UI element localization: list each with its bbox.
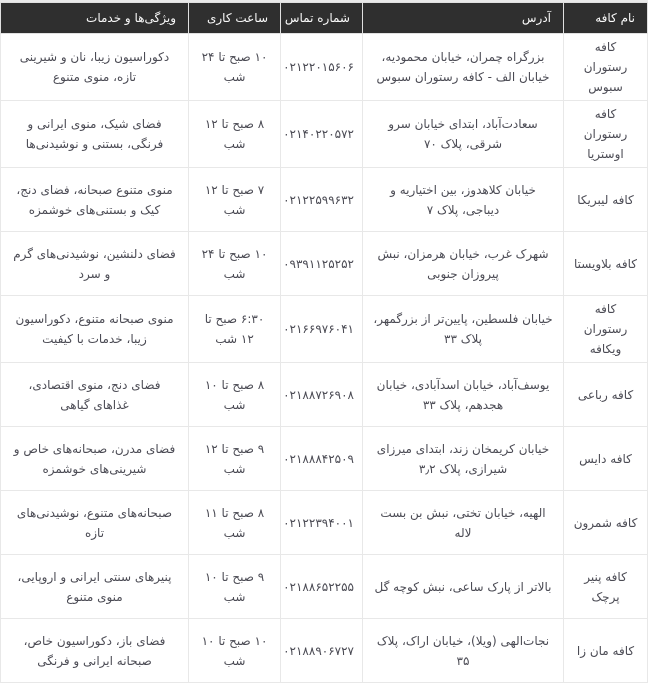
header-cell-phone: شماره تماس xyxy=(281,3,363,34)
cafe-features-cell: فضای دنج، منوی اقتصادی، غذاهای گیاهی xyxy=(1,363,189,427)
cafe-address-cell: الهیه، خیابان تختی، نبش بن بست لاله xyxy=(363,491,564,555)
cafe-name-cell: کافه لیبریکا xyxy=(564,168,648,232)
table-row xyxy=(1,101,648,168)
table-row xyxy=(1,363,648,427)
cafe-features-cell: منوی متنوع صبحانه، فضای دنج، کیک و بستنی‌های خوشمزه xyxy=(1,168,189,232)
cafe-address-cell: نجات‌الهی (ویلا)، خیابان اراک، پلاک ۳۵ xyxy=(363,619,564,683)
table-row xyxy=(1,491,648,555)
cafe-features-cell: فضای دلنشین، نوشیدنی‌های گرم و سرد xyxy=(1,232,189,296)
cafe-phone-cell: ۰۲۱۲۲۵۹۹۶۳۲ xyxy=(281,168,363,232)
cafe-phone-cell: ۰۲۱۴۰۲۲۰۵۷۲ xyxy=(281,101,363,168)
cafe-address-cell: بزرگراه چمران، خیابان محمودیه، خیابان الف - کافه رستوران سبوس xyxy=(363,34,564,101)
header-cell-address: آدرس xyxy=(363,3,564,34)
cafe-address-cell: شهرک غرب، خیابان هرمزان، نبش پیروزان جنوبی xyxy=(363,232,564,296)
cafe-name-cell: کافه شمرون xyxy=(564,491,648,555)
table-row xyxy=(1,427,648,491)
cafe-phone-cell: ۰۲۱۸۸۶۵۲۲۵۵ xyxy=(281,555,363,619)
cafe-phone-cell: ۰۹۳۹۱۱۲۵۲۵۲ xyxy=(281,232,363,296)
cafe-name-cell: کافه رستوران سبوس xyxy=(564,34,648,101)
table-row xyxy=(1,555,648,619)
cafe-name-cell: کافه رباعی xyxy=(564,363,648,427)
cafe-phone-cell: ۰۲۱۸۸۹۰۶۷۲۷ xyxy=(281,619,363,683)
cafe-name-cell: کافه رستوران ویکافه xyxy=(564,296,648,363)
header-row xyxy=(1,3,648,34)
cafe-address-cell: بالاتر از پارک ساعی، نبش کوچه گل xyxy=(363,555,564,619)
cafe-name-cell: کافه مان زا xyxy=(564,619,648,683)
cafe-hours-cell: ۹ صبح تا ۱۲ شب xyxy=(189,427,281,491)
cafe-hours-cell: ۸ صبح تا ۱۱ شب xyxy=(189,491,281,555)
cafe-hours-cell: ۱۰ صبح تا ۲۴ شب xyxy=(189,34,281,101)
cafe-features-cell: فضای شیک، منوی ایرانی و فرنگی، بستنی و نوشیدنی‌ها xyxy=(1,101,189,168)
cafe-hours-cell: ۷ صبح تا ۱۲ شب xyxy=(189,168,281,232)
cafe-address-cell: خیابان کریمخان زند، ابتدای میرزای شیرازی، پلاک ۳٫۲ xyxy=(363,427,564,491)
table-row xyxy=(1,34,648,101)
cafe-features-cell: منوی صبحانه متنوع، دکوراسیون زیبا، خدمات با کیفیت xyxy=(1,296,189,363)
table-row xyxy=(1,296,648,363)
cafe-hours-cell: ۸ صبح تا ۱۰ شب xyxy=(189,363,281,427)
table-row xyxy=(1,619,648,683)
cafe-hours-cell: ۱۰ صبح تا ۲۴ شب xyxy=(189,232,281,296)
cafe-address-cell: یوسف‌آباد، خیابان اسدآبادی، خیابان هجدهم، پلاک ۳۳ xyxy=(363,363,564,427)
cafe-features-cell: فضای مدرن، صبحانه‌های خاص و شیرینی‌های خوشمزه xyxy=(1,427,189,491)
cafe-phone-cell: ۰۲۱۶۶۹۷۶۰۴۱ xyxy=(281,296,363,363)
cafe-address-cell: خیابان فلسطین، پایین‌تر از بزرگمهر، پلاک ۳۳ xyxy=(363,296,564,363)
cafes-table xyxy=(0,2,648,683)
cafe-address-cell: خیابان کلاهدوز، بین اختیاریه و دیباجی، پلاک ۷ xyxy=(363,168,564,232)
cafe-phone-cell: ۰۲۱۸۸۸۴۲۵۰۹ xyxy=(281,427,363,491)
cafe-hours-cell: ۶:۳۰ صبح تا ۱۲ شب xyxy=(189,296,281,363)
cafe-phone-cell: ۰۲۱۲۲۰۱۵۶۰۶ xyxy=(281,34,363,101)
cafe-name-cell: کافه دایس xyxy=(564,427,648,491)
cafe-hours-cell: ۱۰ صبح تا ۱۰ شب xyxy=(189,619,281,683)
header-cell-hours: ساعت کاری xyxy=(189,3,281,34)
header-cell-features: ویژگی‌ها و خدمات xyxy=(1,3,189,34)
cafe-phone-cell: ۰۲۱۲۲۳۹۴۰۰۱ xyxy=(281,491,363,555)
table-row xyxy=(1,168,648,232)
cafe-features-cell: صبحانه‌های متنوع، نوشیدنی‌های تازه xyxy=(1,491,189,555)
cafe-name-cell: کافه پنیر پرچک xyxy=(564,555,648,619)
cafe-features-cell: پنیرهای سنتی ایرانی و اروپایی، منوی متنوع xyxy=(1,555,189,619)
cafe-features-cell: فضای باز، دکوراسیون خاص، صبحانه ایرانی و فرنگی xyxy=(1,619,189,683)
cafe-hours-cell: ۹ صبح تا ۱۰ شب xyxy=(189,555,281,619)
cafe-name-cell: کافه بلاویستا xyxy=(564,232,648,296)
cafe-features-cell: دکوراسیون زیبا، نان و شیرینی تازه، منوی متنوع xyxy=(1,34,189,101)
cafe-hours-cell: ۸ صبح تا ۱۲ شب xyxy=(189,101,281,168)
cafe-name-cell: کافه رستوران اوستریا xyxy=(564,101,648,168)
cafe-phone-cell: ۰۲۱۸۸۷۲۶۹۰۸ xyxy=(281,363,363,427)
table-row xyxy=(1,232,648,296)
cafes-table-page xyxy=(1,0,648,683)
cafe-address-cell: سعادت‌آباد، ابتدای خیابان سرو شرقی، پلاک ۷۰ xyxy=(363,101,564,168)
header-cell-cafe-name: نام کافه xyxy=(564,3,648,34)
